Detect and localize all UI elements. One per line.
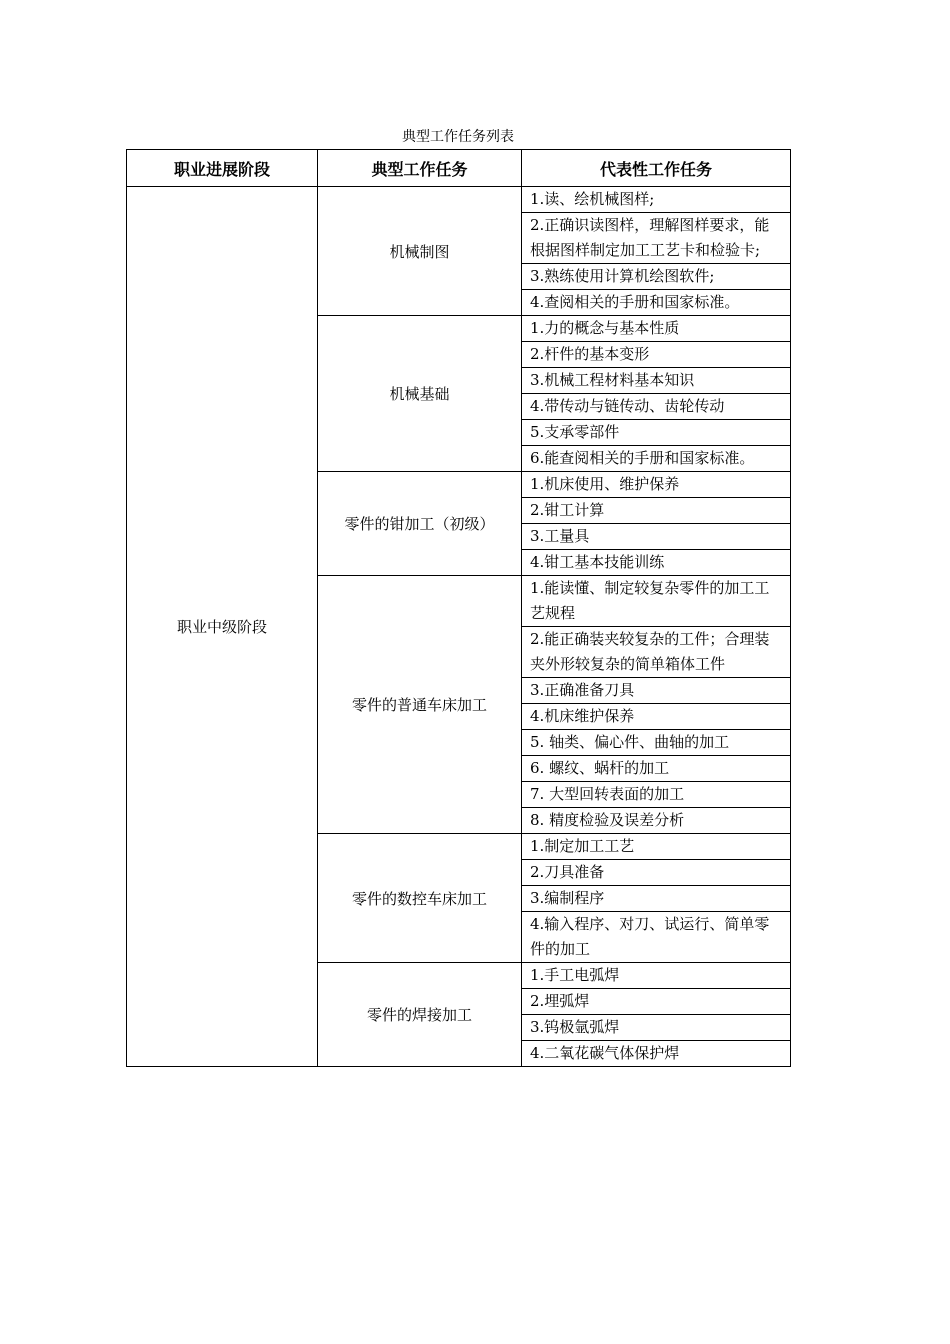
task-cell-bench-work: 零件的钳加工（初级）	[318, 472, 522, 576]
header-stage: 职业进展阶段	[127, 150, 318, 187]
rep-item: 6.能查阅相关的手册和国家标准。	[530, 449, 755, 467]
task-cell-mechanics: 机械基础	[318, 316, 522, 472]
rep-item: 3.正确准备刀具	[522, 678, 790, 704]
rep-item: 4.机床维护保养	[522, 704, 790, 730]
rep-item: 3.钨极氩弧焊	[522, 1015, 790, 1041]
rep-item: 4.查阅相关的手册和国家标准。	[530, 293, 740, 311]
rep-item: 1.机床使用、维护保养	[522, 472, 790, 498]
rep-item: 4.二氧花碳气体保护焊	[530, 1044, 680, 1062]
rep-item: 7. 大型回转表面的加工	[522, 782, 790, 808]
rep-item: 1.读、绘机械图样;	[522, 187, 790, 213]
rep-cell-mechanics	[522, 316, 791, 472]
rep-item: 1.能读懂、制定较复杂零件的加工工艺规程	[522, 576, 790, 627]
stage-cell: 职业中级阶段	[127, 187, 318, 1067]
rep-item: 4.输入程序、对刀、试运行、简单零件的加工	[530, 915, 770, 958]
rep-item: 2.钳工计算	[522, 498, 790, 524]
rep-cell-cnc-lathe	[522, 834, 791, 963]
rep-cell-lathe	[522, 576, 791, 834]
rep-item: 4.带传动与链传动、齿轮传动	[522, 394, 790, 420]
rep-item: 1.力的概念与基本性质	[522, 316, 790, 342]
rep-item: 3.机械工程材料基本知识	[522, 368, 790, 394]
rep-item: 3.熟练使用计算机绘图软件;	[522, 264, 790, 290]
task-cell-welding: 零件的焊接加工	[318, 963, 522, 1067]
rep-cell-drafting	[522, 187, 791, 316]
rep-cell-bench-work	[522, 472, 791, 576]
rep-item: 3.编制程序	[522, 886, 790, 912]
header-typical-task: 典型工作任务	[318, 150, 522, 187]
rep-item: 2.刀具准备	[522, 860, 790, 886]
rep-item: 5. 轴类、偏心件、曲轴的加工	[522, 730, 790, 756]
rep-item: 2.能正确装夹较复杂的工件；合理装夹外形较复杂的简单箱体工件	[522, 627, 790, 678]
task-cell-drafting: 机械制图	[318, 187, 522, 316]
task-table	[126, 149, 791, 1067]
task-cell-lathe: 零件的普通车床加工	[318, 576, 522, 834]
table-caption: 典型工作任务列表	[402, 129, 514, 145]
table-row	[127, 187, 791, 316]
task-cell-cnc-lathe: 零件的数控车床加工	[318, 834, 522, 963]
rep-item: 1.制定加工工艺	[522, 834, 790, 860]
header-representative-task: 代表性工作任务	[522, 150, 791, 187]
rep-item: 5.支承零部件	[522, 420, 790, 446]
rep-item: 1.手工电弧焊	[522, 963, 790, 989]
rep-item: 2.杆件的基本变形	[522, 342, 790, 368]
rep-item: 8. 精度检验及误差分析	[530, 811, 685, 829]
rep-item: 2.正确识读图样，理解图样要求，能根据图样制定加工工艺卡和检验卡;	[522, 213, 790, 264]
rep-item: 4.钳工基本技能训练	[530, 553, 665, 571]
rep-item: 2.埋弧焊	[522, 989, 790, 1015]
table-header-row	[127, 150, 791, 187]
rep-item: 6. 螺纹、蜗杆的加工	[522, 756, 790, 782]
rep-item: 3.工量具	[522, 524, 790, 550]
rep-cell-welding	[522, 963, 791, 1067]
